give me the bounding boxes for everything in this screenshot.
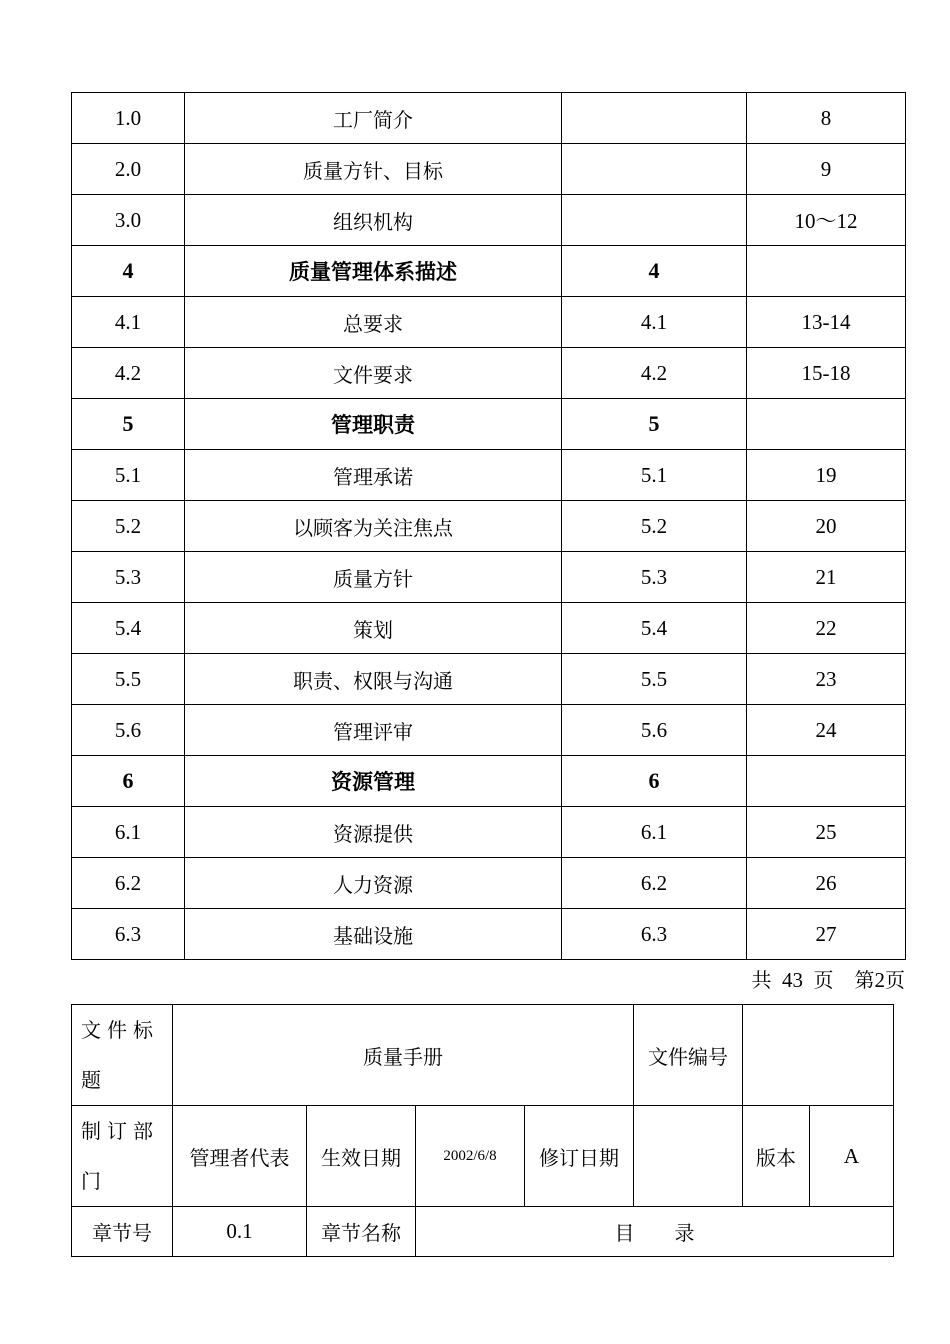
toc-section-title: 基础设施 — [185, 909, 562, 960]
toc-section-title: 资源管理 — [185, 756, 562, 807]
effective-date-label: 生效日期 — [307, 1106, 416, 1207]
toc-row — [72, 807, 906, 858]
toc-clause-ref: 6.3 — [562, 909, 747, 960]
current-suffix: 页 — [885, 968, 905, 992]
toc-page-range: 19 — [747, 450, 906, 501]
toc-row — [72, 348, 906, 399]
doc-number-label: 文件编号 — [634, 1005, 743, 1106]
toc-clause-ref: 5.2 — [562, 501, 747, 552]
toc-clause-ref: 5.4 — [562, 603, 747, 654]
toc-page-range: 20 — [747, 501, 906, 552]
doc-title-label: 文件标 题 — [72, 1005, 173, 1106]
toc-clause-ref: 4 — [562, 246, 747, 297]
document-header-table — [71, 1004, 894, 1257]
toc-section-title: 质量管理体系描述 — [185, 246, 562, 297]
toc-section-title: 管理职责 — [185, 399, 562, 450]
toc-row — [72, 297, 906, 348]
toc-row — [72, 654, 906, 705]
header-row-chapter — [72, 1207, 894, 1257]
toc-row — [72, 705, 906, 756]
toc-row — [72, 858, 906, 909]
toc-section-title: 以顾客为关注焦点 — [185, 501, 562, 552]
toc-clause-ref — [562, 195, 747, 246]
toc-row — [72, 93, 906, 144]
toc-section-number: 5.5 — [72, 654, 185, 705]
doc-number — [743, 1005, 894, 1106]
chapter-name-label: 章节名称 — [307, 1207, 416, 1257]
toc-page-range: 15-18 — [747, 348, 906, 399]
toc-table — [71, 92, 906, 960]
total-suffix: 页 — [813, 968, 834, 992]
toc-clause-ref: 6.2 — [562, 858, 747, 909]
toc-row — [72, 501, 906, 552]
toc-section-title: 管理承诺 — [185, 450, 562, 501]
dept-label: 制订部 门 — [72, 1106, 173, 1207]
toc-clause-ref — [562, 93, 747, 144]
toc-section-number: 5.2 — [72, 501, 185, 552]
toc-section-number: 5.3 — [72, 552, 185, 603]
toc-row — [72, 603, 906, 654]
toc-page-range: 13-14 — [747, 297, 906, 348]
toc-page-range — [747, 246, 906, 297]
toc-page-range: 25 — [747, 807, 906, 858]
toc-section-number: 5.4 — [72, 603, 185, 654]
current-prefix: 第 — [854, 968, 875, 992]
toc-page-range: 23 — [747, 654, 906, 705]
toc-row — [72, 246, 906, 297]
version-label: 版本 — [743, 1106, 810, 1207]
toc-section-number: 4 — [72, 246, 185, 297]
page-indicator — [700, 964, 905, 993]
doc-title: 质量手册 — [173, 1005, 634, 1106]
toc-clause-ref: 5 — [562, 399, 747, 450]
toc-row — [72, 909, 906, 960]
revision-date — [634, 1106, 743, 1207]
toc-page-range: 24 — [747, 705, 906, 756]
toc-clause-ref: 4.1 — [562, 297, 747, 348]
toc-row — [72, 756, 906, 807]
toc-section-number: 6 — [72, 756, 185, 807]
toc-clause-ref: 6 — [562, 756, 747, 807]
toc-section-title: 质量方针、目标 — [185, 144, 562, 195]
toc-clause-ref — [562, 144, 747, 195]
toc-clause-ref: 5.6 — [562, 705, 747, 756]
toc-section-number: 6.3 — [72, 909, 185, 960]
header-row-title — [72, 1005, 894, 1106]
toc-section-number: 6.1 — [72, 807, 185, 858]
toc-section-number: 5.6 — [72, 705, 185, 756]
dept-value: 管理者代表 — [173, 1106, 307, 1207]
header-row-dept — [72, 1106, 894, 1207]
toc-page-range: 21 — [747, 552, 906, 603]
toc-clause-ref: 6.1 — [562, 807, 747, 858]
toc-page-range: 10～12 — [747, 195, 906, 246]
toc-section-title: 组织机构 — [185, 195, 562, 246]
toc-page-range — [747, 399, 906, 450]
total-prefix: 共 — [751, 968, 772, 992]
chapter-no: 0.1 — [173, 1207, 307, 1257]
version-value: A — [810, 1106, 894, 1207]
toc-section-number: 2.0 — [72, 144, 185, 195]
toc-page-range: 27 — [747, 909, 906, 960]
total-pages: 43 — [782, 968, 803, 992]
toc-section-number: 6.2 — [72, 858, 185, 909]
toc-page-range: 9 — [747, 144, 906, 195]
toc-section-title: 文件要求 — [185, 348, 562, 399]
toc-row — [72, 552, 906, 603]
chapter-no-label: 章节号 — [72, 1207, 173, 1257]
toc-section-title: 资源提供 — [185, 807, 562, 858]
toc-section-title: 策划 — [185, 603, 562, 654]
toc-section-title: 人力资源 — [185, 858, 562, 909]
toc-row — [72, 450, 906, 501]
toc-clause-ref: 5.5 — [562, 654, 747, 705]
effective-date: 2002/6/8 — [416, 1106, 525, 1207]
toc-row — [72, 144, 906, 195]
toc-section-number: 3.0 — [72, 195, 185, 246]
toc-section-title: 管理评审 — [185, 705, 562, 756]
toc-section-number: 4.1 — [72, 297, 185, 348]
toc-section-title: 总要求 — [185, 297, 562, 348]
toc-clause-ref: 5.3 — [562, 552, 747, 603]
toc-page-range: 8 — [747, 93, 906, 144]
toc-clause-ref: 5.1 — [562, 450, 747, 501]
toc-page-range: 26 — [747, 858, 906, 909]
toc-section-title: 质量方针 — [185, 552, 562, 603]
toc-page-range — [747, 756, 906, 807]
toc-row — [72, 195, 906, 246]
toc-body — [72, 93, 906, 960]
toc-section-number: 5 — [72, 399, 185, 450]
toc-row — [72, 399, 906, 450]
toc-page-range: 22 — [747, 603, 906, 654]
chapter-name: 目录 — [416, 1207, 894, 1257]
revision-date-label: 修订日期 — [525, 1106, 634, 1207]
toc-section-number: 1.0 — [72, 93, 185, 144]
toc-section-title: 工厂简介 — [185, 93, 562, 144]
toc-clause-ref: 4.2 — [562, 348, 747, 399]
toc-section-number: 5.1 — [72, 450, 185, 501]
current-page: 2 — [874, 968, 885, 992]
toc-section-title: 职责、权限与沟通 — [185, 654, 562, 705]
toc-section-number: 4.2 — [72, 348, 185, 399]
